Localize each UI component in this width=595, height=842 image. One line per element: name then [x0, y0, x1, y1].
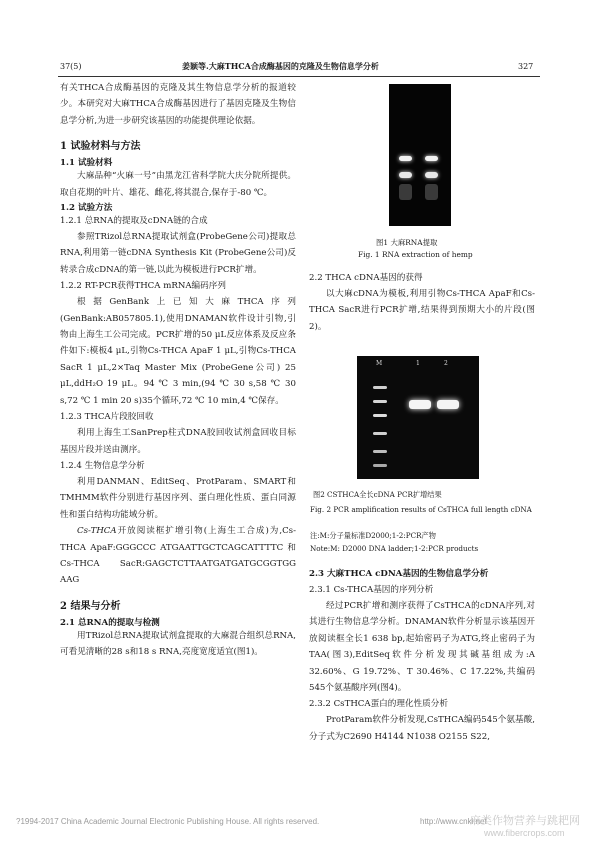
rna-smear-lane-2: [425, 184, 438, 200]
ladder-band: [373, 414, 387, 417]
rna-band-18s-lane-1: [399, 172, 412, 178]
section-1-2-4-text: 利用DANMAN、EditSeq、ProtParam、SMART和TMHMM软件分别进行基因序列、蛋白理化性质、蛋白同源性和蛋白结构功能域分析。: [60, 476, 296, 520]
ladder-band: [373, 432, 387, 435]
ladder-band: [373, 464, 387, 467]
section-2-3-2-text: ProtParam软件分析发现,CsTHCA编码545个氨基酸,分子式为C2690 H4144 N1038 O2155 S22,: [309, 715, 535, 742]
figure-1-gel-image: [389, 84, 451, 226]
rna-band-18s-lane-2: [425, 172, 438, 178]
primer-paragraph: [60, 523, 296, 589]
section-1-2-1-title: 1.2.1 总RNA的提取及cDNA链的合成: [60, 216, 208, 227]
figure-2-note-cn: 注:M:分子量标准D2000;1-2:PCR产物: [310, 531, 436, 540]
section-2-2-text: 以大麻cDNA为模板,利用引物Cs-THCA ApaF和Cs-THCA SacR进行PCR扩增,结果得到预期大小的片段(图2)。: [309, 289, 535, 332]
section-2-3-1-title: 2.3.1 Cs-THCA基因的序列分析: [309, 585, 434, 595]
section-2-3-2-title: 2.3.2 CsTHCA蛋白的理化性质分析: [309, 699, 448, 710]
rna-band-28s-lane-2: [425, 156, 438, 161]
lane-label-m: M: [376, 360, 383, 367]
left-column: [60, 80, 296, 661]
intro-paragraph: 有关THCA合成酶基因的克隆及其生物信息学分析的报道较少。本研究对大麻THCA合成酶基因进行了基因克隆及生物信息学分析,为进一步研究该基因的功能提供理论依据。: [60, 83, 296, 126]
pcr-product-lane-1: [409, 400, 431, 409]
right-column-top: [309, 270, 535, 335]
section-2-3-title: 2.3 大麻THCA cDNA基因的生物信息学分析: [309, 569, 489, 579]
footer-url[interactable]: http://www.cnki.net: [420, 817, 487, 826]
section-2-title: 2 结果与分析: [60, 600, 121, 612]
volume-number: 37(5): [60, 62, 82, 71]
lane-label-1: 1: [416, 360, 420, 367]
rna-band-28s-lane-1: [399, 156, 412, 161]
ladder-band: [373, 400, 387, 403]
figure-1-caption-en: Fig. 1 RNA extraction of hemp: [358, 250, 473, 259]
section-1-2-2-text: 根据GenBank上已知大麻THCA序列(GenBank:AB057805.1),使用DNAMAN软件设计引物,引物由上海生工公司完成。PCR扩增的50 μL反应体系及反应条件如下:模板4 μL,引物Cs-THCA ApaF 1 μL,引物Cs-THCA SacR 1 μL,2×Taq Master Mix (ProbeGene公司) 25 μL,ddH₂O 19 μL。94 ℃ 3 min,(94 ℃ 30 s,58 ℃ 30 s,72 ℃ 1 min 20 s)35个循环,72 ℃ 10 min,4 ℃保存。: [60, 297, 296, 406]
primer-text: 开放阅读框扩增引物(上海生工合成)为,Cs-THCA ApaF:GGGCCC ATGAATTGCTCAGCATTTTC 和 Cs-THCA SacR:GAGCTCTTAATGATGATGCGGTGG AAG: [60, 526, 296, 586]
section-2-1-text: 用TRizol总RNA提取试剂盒提取的大麻混合组织总RNA,可看见清晰的28 s和18 s RNA,亮度宽度适宜(图1)。: [60, 630, 296, 658]
running-title: 姜颖等.大麻THCA合成酶基因的克隆及生物信息学分析: [182, 61, 379, 71]
section-2-2-title: 2.2 THCA cDNA基因的获得: [309, 273, 423, 283]
section-2-3-1-text: 经过PCR扩增和测序获得了CsTHCA的cDNA序列,对其进行生物信息学分析。DNAMAN软件分析显示该基因开放阅读框全长1 638 bp,起始密码子为ATG,终止密码子为TAA(图3),EditSeq软件分析发现其碱基组成为:A 32.60%、G 19.72%、T 30.46%、C 17.22%,共编码545个氨基酸序列(图4)。: [309, 601, 535, 694]
figure-2-note-en: Note:M: D2000 DNA ladder;1-2:PCR products: [310, 544, 479, 553]
section-1-2-1-text: 参照TRizol总RNA提取试剂盒(ProbeGene公司)提取总RNA,利用第一链cDNA Synthesis Kit (ProbeGene公司)反转录合成cDNA的第一链,以此为模板进行PCR扩增。: [60, 232, 296, 275]
header-rule: [58, 76, 540, 77]
right-column-bottom: [309, 566, 535, 745]
page-number: 327: [518, 62, 534, 71]
rna-smear-lane-1: [399, 184, 412, 200]
section-1-2-3-text: 利用上海生工SanPrep柱式DNA胶回收试剂盒回收目标基因片段并送由测序。: [60, 428, 296, 455]
watermark-url: www.fibercrops.com: [484, 828, 565, 838]
section-1-2-title: 1.2 试验方法: [60, 203, 113, 214]
ladder-band: [373, 386, 387, 389]
figure-1-caption-cn: 图1 大麻RNA提取: [376, 238, 438, 247]
section-2-1-title: 2.1 总RNA的提取与检测: [60, 617, 160, 628]
section-1-title: 1 试验材料与方法: [60, 141, 141, 153]
section-1-2-4-title: 1.2.4 生物信息学分析: [60, 460, 145, 471]
pcr-product-lane-2: [437, 400, 459, 409]
section-1-1-text: 大麻品种“火麻一号”由黑龙江省科学院大庆分院所提供。取自花期的叶片、雄花、雌花,将其混合,保存于-80 ℃。: [60, 171, 296, 198]
copyright-footer: ?1994-2017 China Academic Journal Electronic Publishing House. All rights reserved.: [16, 817, 320, 826]
figure-2-gel-image: [357, 356, 479, 479]
lane-label-2: 2: [444, 360, 448, 367]
figure-2-caption-cn: 图2 CSTHCA全长cDNA PCR扩增结果: [313, 490, 442, 499]
figure-2-caption-en: Fig. 2 PCR amplification results of CsTHCA full length cDNA: [310, 505, 532, 514]
watermark-text: 麻类作物营养与跳耙网: [470, 815, 580, 827]
section-1-2-2-title: 1.2.2 RT-PCR获得THCA mRNA编码序列: [60, 281, 226, 292]
ladder-band: [373, 450, 387, 453]
primer-gene-name: Cs-THCA: [77, 526, 117, 537]
section-1-1-title: 1.1 试验材料: [60, 158, 113, 169]
section-1-2-3-title: 1.2.3 THCA片段胶回收: [60, 412, 154, 423]
